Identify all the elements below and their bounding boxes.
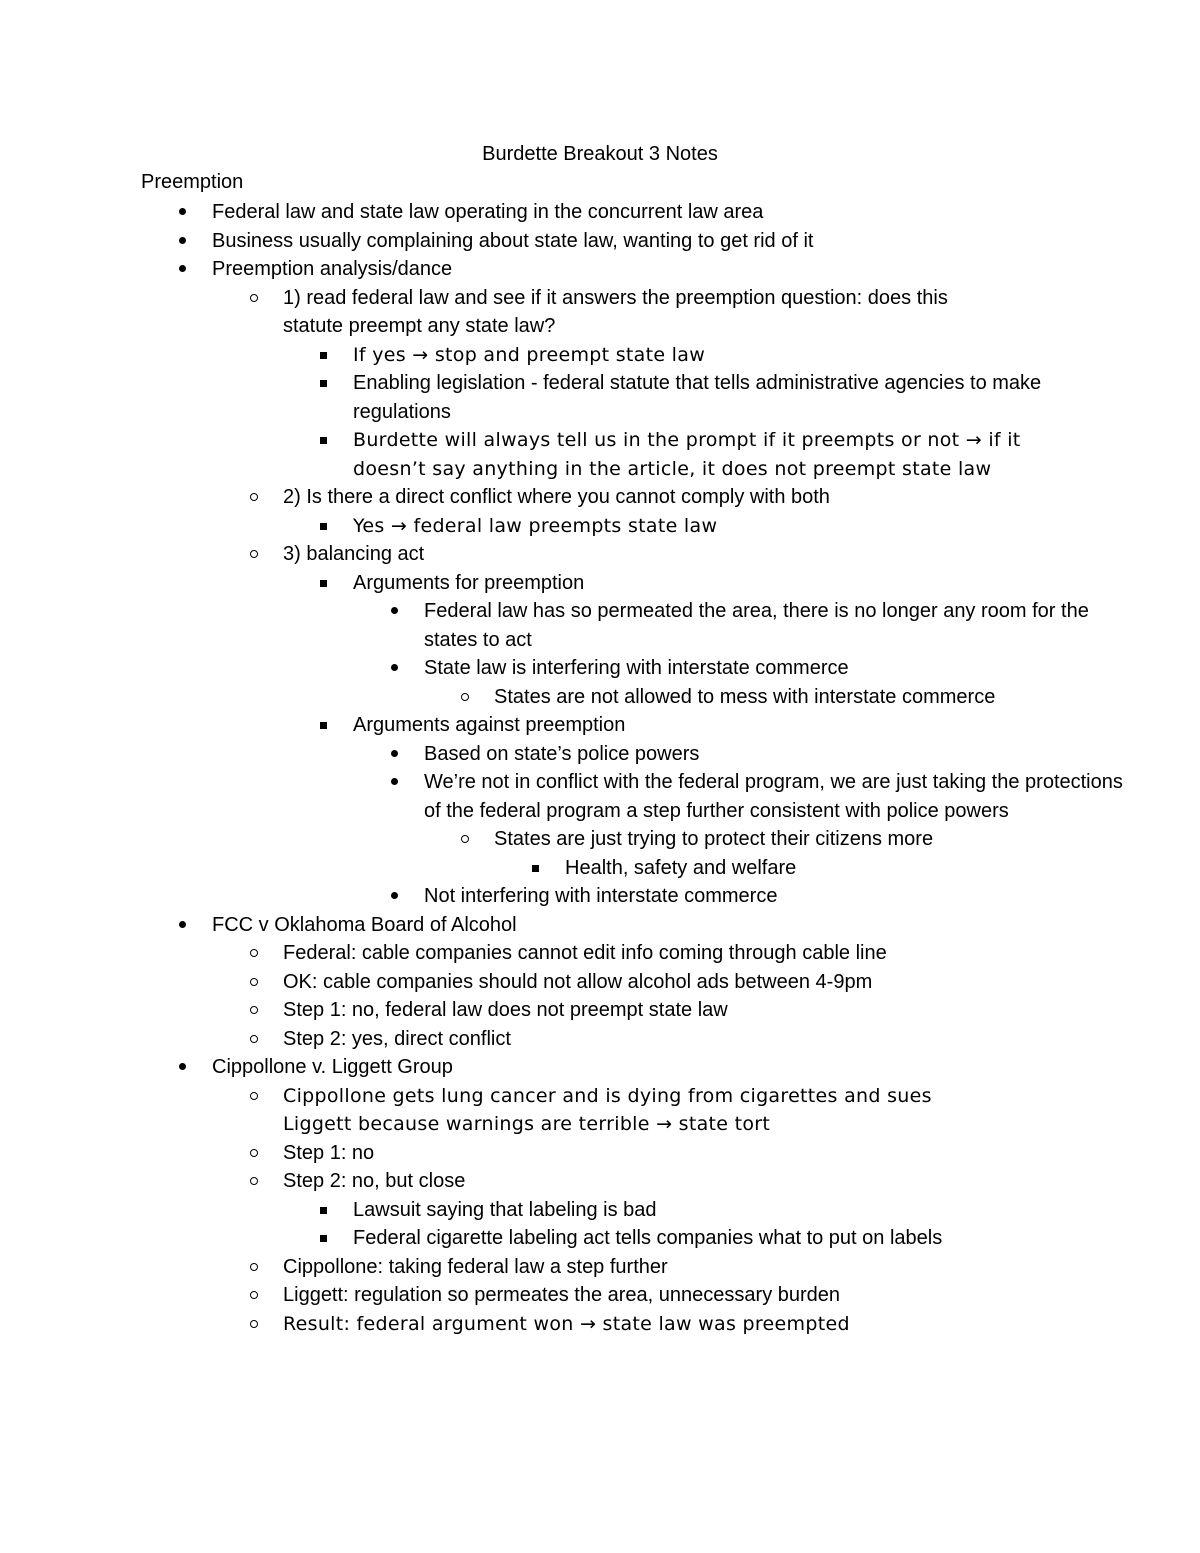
notes-list [0,198,1200,1338]
list-item: OK: cable companies should not allow alcohol ads between 4-9pm [0,968,1200,997]
list-item: We’re not in conflict with the federal program, we are just taking the protections of the federal program a step further consistent with police powers [0,768,1200,825]
list-item: 2) Is there a direct conflict where you cannot comply with both [0,483,1200,512]
bullet-disc-icon [391,607,398,614]
list-item: Burdette will always tell us in the prompt if it preempts or not → if it doesn’t say anything in the article, it does not preempt state law [0,426,1200,483]
list-item: Liggett: regulation so permeates the area, unnecessary burden [0,1281,1200,1310]
list-item: States are just trying to protect their citizens more [0,825,1200,854]
list-item: Arguments for preemption [0,569,1200,598]
bullet-disc-icon [179,265,186,272]
bullet-circle-icon [250,493,258,501]
bullet-square-icon [320,523,327,530]
bullet-square-icon [320,437,327,444]
list-item: Based on state’s police powers [0,740,1200,769]
list-item: 1) read federal law and see if it answers the preemption question: does this statute preempt any state law? [0,284,1200,341]
bullet-square-icon [320,1207,327,1214]
bullet-circle-icon [250,1035,258,1043]
bullet-circle-icon [250,550,258,558]
list-item: Yes → federal law preempts state law [0,512,1200,541]
bullet-circle-icon [250,949,258,957]
list-item: Federal law has so permeated the area, there is no longer any room for the states to act [0,597,1200,654]
list-item: Federal: cable companies cannot edit info coming through cable line [0,939,1200,968]
list-item: Step 2: no, but close [0,1167,1200,1196]
list-item: States are not allowed to mess with interstate commerce [0,683,1200,712]
list-item: 3) balancing act [0,540,1200,569]
list-item: Arguments against preemption [0,711,1200,740]
list-item: Step 2: yes, direct conflict [0,1025,1200,1054]
list-item: If yes → stop and preempt state law [0,341,1200,370]
list-item: Step 1: no [0,1139,1200,1168]
bullet-disc-icon [391,664,398,671]
bullet-square-icon [320,722,327,729]
section-heading: Preemption [141,171,244,193]
bullet-circle-icon [250,1263,258,1271]
list-item: Enabling legislation - federal statute that tells administrative agencies to make regulations [0,369,1200,426]
bullet-circle-icon [250,294,258,302]
bullet-disc-icon [179,921,186,928]
bullet-circle-icon [250,1149,258,1157]
list-item: State law is interfering with interstate commerce [0,654,1200,683]
list-item: Federal cigarette labeling act tells companies what to put on labels [0,1224,1200,1253]
list-item: FCC v Oklahoma Board of Alcohol [0,911,1200,940]
bullet-circle-icon [461,835,469,843]
list-item: Step 1: no, federal law does not preempt state law [0,996,1200,1025]
bullet-disc-icon [391,778,398,785]
bullet-circle-icon [250,1291,258,1299]
bullet-disc-icon [179,237,186,244]
bullet-circle-icon [461,693,469,701]
list-item: Preemption analysis/dance [0,255,1200,284]
list-item: Federal law and state law operating in the concurrent law area [0,198,1200,227]
bullet-circle-icon [250,1006,258,1014]
list-item: Not interfering with interstate commerce [0,882,1200,911]
list-item: Lawsuit saying that labeling is bad [0,1196,1200,1225]
bullet-disc-icon [179,1063,186,1070]
bullet-circle-icon [250,978,258,986]
list-item: Cippollone gets lung cancer and is dying from cigarettes and sues Liggett because warnings are terrible → state tort [0,1082,1200,1139]
bullet-square-icon [320,380,327,387]
bullet-disc-icon [391,750,398,757]
bullet-circle-icon [250,1320,258,1328]
list-item: Business usually complaining about state law, wanting to get rid of it [0,227,1200,256]
bullet-square-icon [320,352,327,359]
bullet-disc-icon [391,892,398,899]
bullet-circle-icon [250,1092,258,1100]
document-title: Burdette Breakout 3 Notes [482,143,718,165]
bullet-square-icon [532,865,539,872]
list-item: Result: federal argument won → state law was preempted [0,1310,1200,1339]
list-item: Health, safety and welfare [0,854,1200,883]
bullet-square-icon [320,580,327,587]
bullet-circle-icon [250,1177,258,1185]
list-item: Cippollone v. Liggett Group [0,1053,1200,1082]
bullet-square-icon [320,1235,327,1242]
list-item: Cippollone: taking federal law a step further [0,1253,1200,1282]
bullet-disc-icon [179,208,186,215]
